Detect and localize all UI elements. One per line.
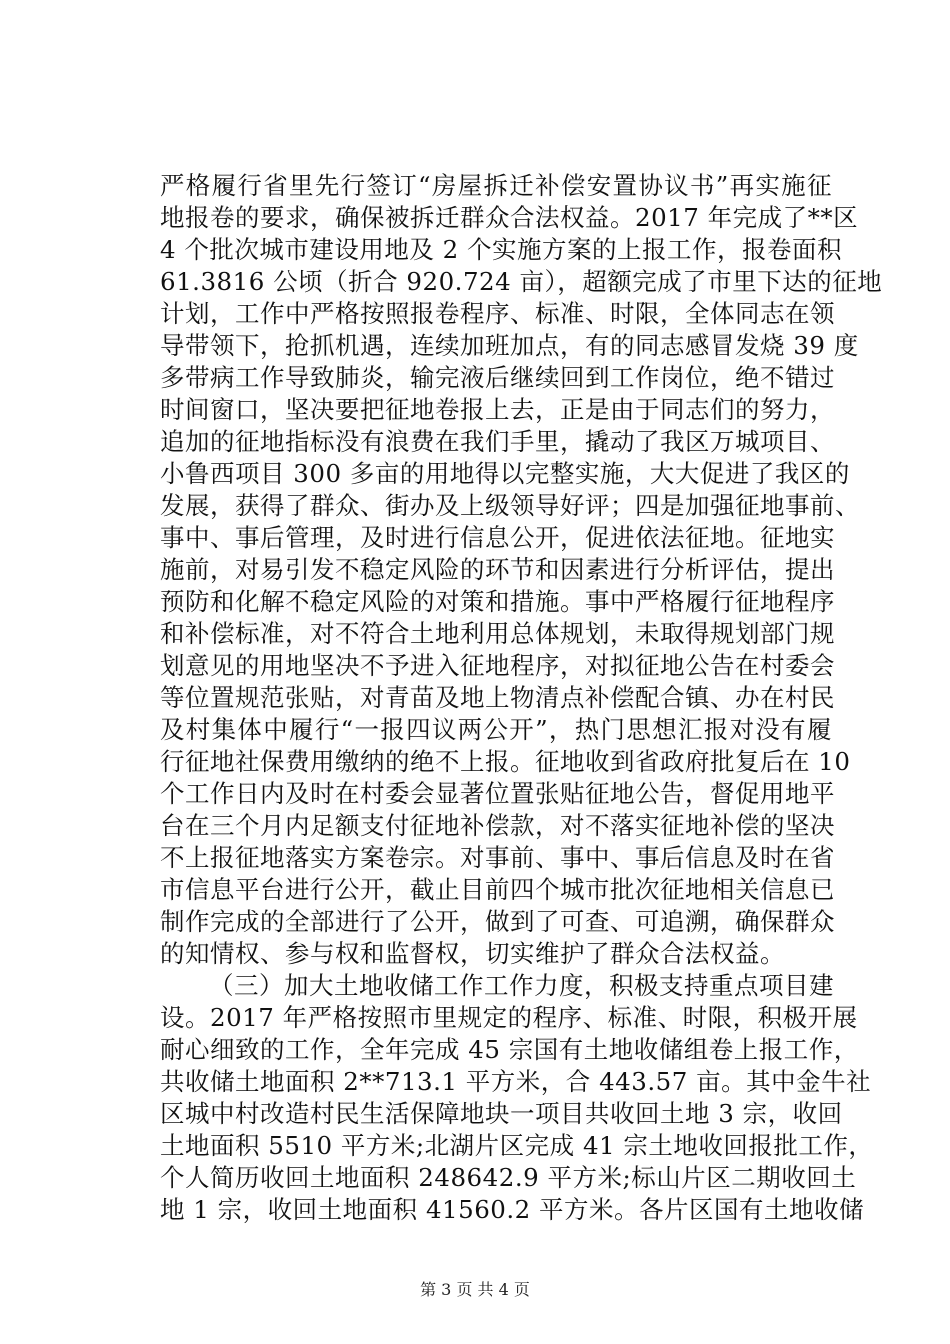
text-line: 追加的征地指标没有浪费在我们手里，撬动了我区万城项目、	[160, 427, 835, 456]
text-line: 台在三个月内足额支付征地补偿款，对不落实征地补偿的坚决	[160, 811, 835, 840]
text-line: 小鲁西项目 300 多亩的用地得以完整实施，大大促进了我区的	[160, 459, 850, 488]
text-line: 共收储土地面积 2**713.1 平方米，合 443.57 亩。其中金牛社	[160, 1067, 872, 1096]
text-line: 的知情权、参与权和监督权，切实维护了群众合法权益。	[160, 939, 785, 968]
text-line: 耐心细致的工作，全年完成 45 宗国有土地收储组卷上报工作，	[160, 1035, 859, 1064]
text-line: 区城中村改造村民生活保障地块一项目共收回土地 3 宗，收回	[160, 1099, 843, 1128]
text-line: 不上报征地落实方案卷宗。对事前、事中、事后信息及时在省	[160, 843, 835, 872]
text-line: 土地面积 5510 平方米;北湖片区完成 41 宗土地收回报批工作，	[160, 1131, 874, 1160]
text-line: 划意见的用地坚决不予进入征地程序，对拟征地公告在村委会	[160, 651, 835, 680]
text-line: 个人简历收回土地面积 248642.9 平方米;标山片区二期收回土	[160, 1163, 857, 1192]
text-line: 时间窗口，坚决要把征地卷报上去，正是由于同志们的努力，	[160, 395, 835, 424]
text-line: 计划，工作中严格按照报卷程序、标准、时限，全体同志在领	[160, 299, 835, 328]
text-line: 严格履行省里先行签订“房屋拆迁补偿安置协议书”再实施征	[160, 171, 832, 200]
text-line: 施前，对易引发不稳定风险的环节和因素进行分析评估，提出	[160, 555, 835, 584]
text-line: 多带病工作导致肺炎，输完液后继续回到工作岗位，绝不错过	[160, 363, 835, 392]
text-line: 行征地社保费用缴纳的绝不上报。征地收到省政府批复后在 10	[160, 747, 851, 776]
text-line: 及村集体中履行“一报四议两公开”，热门思想汇报对没有履	[160, 715, 832, 744]
text-line: 个工作日内及时在村委会显著位置张贴征地公告，督促用地平	[160, 779, 835, 808]
text-line: 61.3816 公顷（折合 920.724 亩），超额完成了市里下达的征地	[160, 267, 883, 296]
page-footer: 第 3 页 共 4 页	[420, 1280, 530, 1299]
text-line: 导带领下，抢抓机遇，连续加班加点，有的同志感冒发烧 39 度	[160, 331, 859, 360]
text-line: 地报卷的要求，确保被拆迁群众合法权益。2017 年完成了**区	[160, 203, 859, 232]
text-line: 地 1 宗，收回土地面积 41560.2 平方米。各片区国有土地收储	[160, 1195, 865, 1224]
text-line: 设。2017 年严格按照市里规定的程序、标准、时限，积极开展	[160, 1003, 858, 1032]
section-heading-line: （三）加大土地收储工作工作力度，积极支持重点项目建	[209, 971, 834, 1000]
text-line: 市信息平台进行公开，截止目前四个城市批次征地相关信息已	[160, 875, 835, 904]
text-line: 事中、事后管理，及时进行信息公开，促进依法征地。征地实	[160, 523, 835, 552]
text-line: 发展，获得了群众、街办及上级领导好评；四是加强征地事前、	[160, 491, 860, 520]
text-line: 预防和化解不稳定风险的对策和措施。事中严格履行征地程序	[160, 587, 835, 616]
text-line: 等位置规范张贴，对青苗及地上物清点补偿配合镇、办在村民	[160, 683, 835, 712]
text-line: 和补偿标准，对不符合土地利用总体规划，未取得规划部门规	[160, 619, 835, 648]
text-line: 4 个批次城市建设用地及 2 个实施方案的上报工作，报卷面积	[160, 235, 843, 264]
text-line: 制作完成的全部进行了公开，做到了可查、可追溯，确保群众	[160, 907, 835, 936]
